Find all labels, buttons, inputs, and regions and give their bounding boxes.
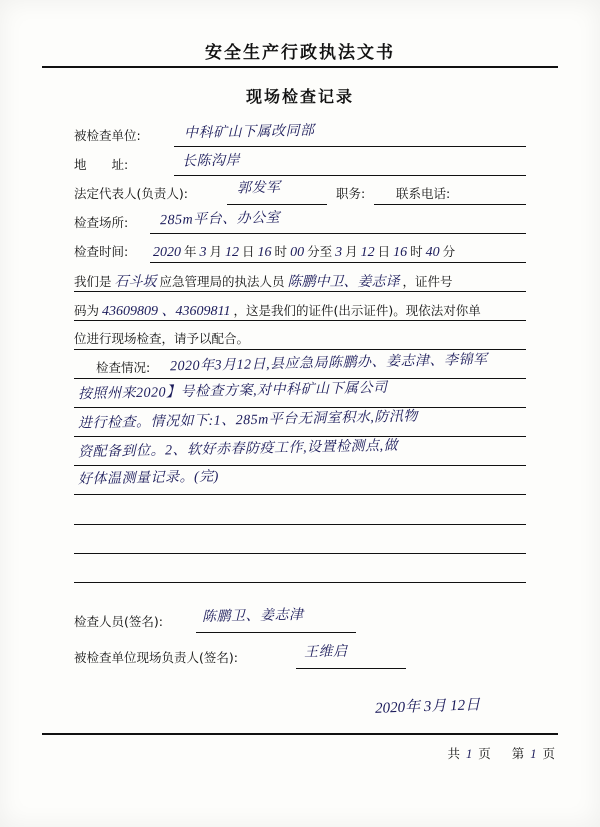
inspected-unit-value: 中科矿山下属改同部 — [183, 123, 315, 142]
statement-line2-idnumbers: 43609809 、43609811 — [102, 304, 231, 319]
time-end-minute-unit: 分 — [442, 244, 456, 259]
inspection-rule-4 — [74, 465, 526, 466]
inspection-hand-line-2: 按照州来2020】号检查方案,对中科矿山下属公司 — [77, 380, 388, 403]
inspectors-signature-rule — [196, 632, 356, 633]
inspection-label: 检查情况: — [96, 360, 151, 375]
footer-date-month-unit: 月 — [430, 698, 447, 715]
statement-line2-suffix: ，这是我们的证件(出示证件)。现依法对你单 — [233, 303, 481, 318]
time-label: 检查时间: — [74, 244, 129, 259]
inspection-line-5 — [74, 470, 526, 496]
statement-line1-hand: 石斗坂 — [114, 275, 157, 290]
time-year-unit: 年 — [184, 244, 197, 259]
inspected-unit-rule — [174, 146, 526, 147]
statement-rule-1 — [74, 291, 526, 292]
unit-rep-signature-label: 被检查单位现场负责人(签名): — [74, 650, 238, 665]
field-time — [74, 238, 526, 264]
footer-date-day: 12 — [449, 697, 466, 715]
inspection-first-line — [74, 354, 526, 380]
address-label: 地 址: — [74, 157, 129, 172]
unit-rep-signature-rule — [296, 668, 406, 669]
field-unit-rep-signature — [74, 644, 526, 670]
time-end-minute: 40 — [425, 245, 440, 260]
inspectors-signature-value: 陈鹏卫、姜志津 — [201, 607, 304, 626]
legal-rep-rule — [227, 204, 327, 205]
statement-line3-text: 位进行现场检查，请予以配合。 — [74, 331, 250, 346]
time-month-value: 3 — [199, 245, 207, 260]
current-prefix: 第 — [511, 746, 526, 761]
inspected-unit-label: 被检查单位: — [74, 128, 141, 143]
site-label: 检查场所: — [74, 215, 129, 230]
time-minute-unit: 分至 — [307, 244, 333, 259]
total-pages: 1 — [466, 747, 474, 761]
site-value: 285m平台、办公室 — [159, 210, 281, 229]
footer-date-day-unit: 日 — [464, 697, 481, 714]
footer-date-year-unit: 年 — [404, 699, 421, 716]
time-year-value: 2020 — [153, 245, 181, 260]
total-prefix: 共 — [447, 746, 462, 761]
form-title: 现场检查记录 — [245, 87, 354, 106]
inspection-hand-line-4: 资配备到位。2、软好赤春防疫工作,设置检测点,做 — [77, 438, 399, 461]
time-end-day: 12 — [360, 245, 375, 260]
address-rule — [174, 175, 526, 176]
legal-rep-value: 郭发军 — [236, 180, 281, 197]
time-end-hour: 16 — [393, 245, 408, 260]
page-count — [448, 744, 556, 762]
statement-line1-suffix: ，证件号 — [402, 274, 453, 289]
statement-line-2 — [74, 296, 526, 322]
inspection-hand-line-5: 好体温测量记录。(完) — [77, 469, 220, 488]
time-end-day-unit: 日 — [377, 244, 391, 259]
statement-rule-2 — [74, 320, 526, 321]
time-minute-value: 00 — [290, 245, 305, 260]
time-day-value: 12 — [225, 245, 240, 260]
footer-date — [375, 693, 481, 718]
blank-rule-1 — [74, 524, 526, 525]
inspection-hand-line-3: 进行检查。情况如下:1、285m平台无洞室积水,防汛物 — [77, 409, 418, 432]
field-legal-rep — [74, 180, 526, 206]
document-header-title: 安全生产行政执法文书 — [205, 43, 395, 63]
statement-line-3 — [74, 325, 526, 351]
blank-rule-2 — [74, 553, 526, 554]
time-composite — [150, 242, 455, 261]
inspection-line-2 — [74, 380, 526, 409]
inspection-line-4 — [74, 438, 526, 467]
time-end-month: 3 — [335, 245, 343, 260]
inspectors-signature-label: 检查人员(签名): — [74, 614, 163, 629]
blank-rule-3 — [74, 582, 526, 583]
total-unit: 页 — [478, 746, 492, 761]
field-site — [74, 209, 526, 235]
unit-rep-signature-value: 王维启 — [303, 644, 348, 661]
current-page: 1 — [530, 747, 538, 761]
statement-line1-prefix: 我们是 — [74, 274, 112, 289]
statement-line1-mid: 应急管理局的执法人员 — [159, 274, 285, 289]
statement-line-1-text — [74, 271, 453, 291]
field-inspected-unit — [74, 122, 526, 148]
inspection-rule-5 — [74, 494, 526, 495]
footer-date-month: 3 — [423, 698, 432, 716]
footer-date-year: 2020 — [374, 699, 406, 717]
field-inspectors-signature — [74, 608, 526, 634]
current-unit: 页 — [542, 746, 556, 761]
time-end-hour-unit: 时 — [410, 244, 423, 259]
header-divider — [42, 66, 558, 68]
position-label: 职务: — [336, 186, 366, 201]
time-rule — [150, 262, 526, 263]
legal-rep-label: 法定代表人(负责人): — [74, 186, 188, 201]
phone-rule — [459, 204, 526, 205]
statement-line1-inspectors: 陈鹏中卫、姜志译 — [287, 275, 400, 290]
inspection-hand-line-1: 2020年3月12日,县应急局陈鹏办、姜志津、李锦军 — [169, 352, 488, 375]
site-rule — [150, 233, 526, 234]
address-value: 长陈沟岸 — [181, 153, 241, 170]
footer-divider — [42, 733, 558, 735]
time-day-unit: 日 — [242, 244, 255, 259]
time-hour-value: 16 — [257, 245, 272, 260]
inspection-line-3 — [74, 409, 526, 438]
statement-line-1 — [74, 267, 526, 293]
statement-line-2-text — [74, 300, 481, 320]
phone-label: 联系电话: — [396, 186, 451, 201]
statement-line2-prefix: 码为 — [74, 303, 100, 318]
time-hour-unit: 时 — [274, 244, 288, 259]
field-address — [74, 151, 526, 177]
time-end-month-unit: 月 — [345, 244, 358, 259]
time-month-unit: 月 — [209, 244, 223, 259]
